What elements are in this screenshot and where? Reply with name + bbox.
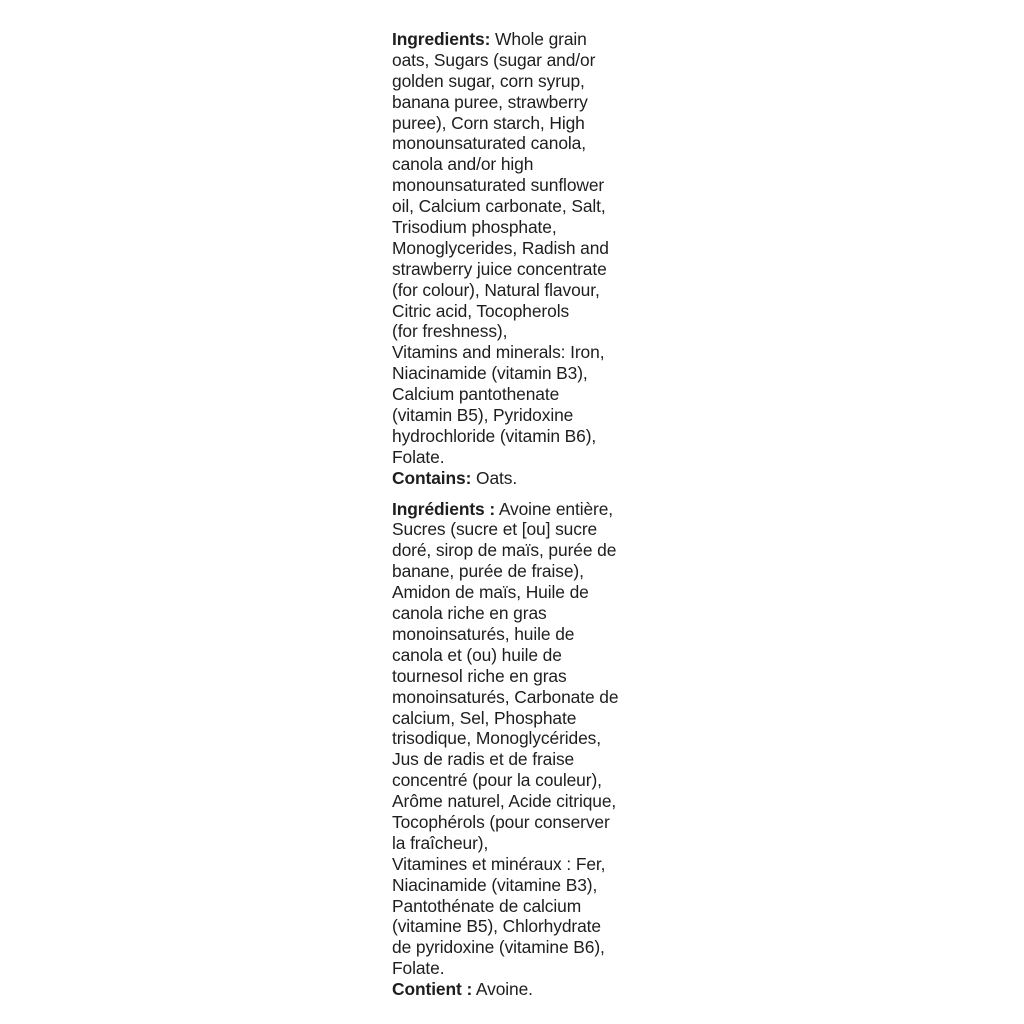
english-ingredients-line: Niacinamide (vitamin B3), — [392, 363, 588, 384]
english-ingredients-line: Whole grain — [490, 29, 587, 49]
french-ingredients-line: monoinsaturés, Carbonate de — [392, 686, 619, 707]
english-ingredients-line: banana puree, strawberry — [392, 91, 588, 112]
english-ingredients-line: Citric acid, Tocopherols — [392, 300, 570, 321]
french-ingredients-first-line — [392, 499, 652, 520]
french-ingredients-line: Arôme naturel, Acide citrique, — [392, 791, 617, 812]
english-ingredients-line: Monoglycerides, Radish and — [392, 237, 609, 258]
french-ingredients-line: calcium, Sel, Phosphate — [392, 707, 577, 728]
french-ingredients-line: Vitamines et minéraux : Fer, — [392, 853, 606, 874]
french-ingredients-line: Folate. — [392, 958, 445, 979]
french-ingredients-line: Niacinamide (vitamine B3), — [392, 874, 598, 895]
french-ingredients-line: Avoine entière, — [495, 498, 614, 519]
french-ingredients-line: trisodique, Monoglycérides, — [392, 728, 601, 749]
french-ingredients-line: tournesol riche en gras — [392, 665, 567, 686]
english-ingredients-line: hydrochloride (vitamin B6), — [392, 425, 597, 446]
english-ingredients-line: canola and/or high — [392, 154, 534, 175]
english-ingredients-line: strawberry juice concentrate — [392, 258, 607, 279]
french-ingredients-line: Pantothénate de calcium — [392, 895, 582, 916]
french-ingredients-line: canola riche en gras — [392, 603, 547, 624]
english-ingredients-line: (vitamin B5), Pyridoxine — [392, 405, 574, 426]
french-contains-text: Avoine. — [472, 979, 533, 1000]
ingredients-label-panel — [392, 29, 652, 1000]
english-ingredients-first-line — [392, 29, 652, 50]
french-ingredients-line: Tocophérols (pour conserver — [392, 811, 610, 832]
french-ingredients-line: la fraîcheur), — [392, 832, 489, 853]
english-contains-line — [392, 468, 652, 489]
english-contains-text: Oats. — [471, 467, 518, 488]
english-contains-heading: Contains: — [392, 467, 472, 488]
french-ingredients-line: banane, purée de fraise), — [392, 561, 584, 582]
english-ingredients-line: Vitamins and minerals: Iron, — [392, 342, 605, 363]
french-ingredients-line: Jus de radis et de fraise — [392, 749, 575, 770]
french-ingredients-line: (vitamine B5), Chlorhydrate — [392, 916, 601, 937]
english-ingredients-line: monounsaturated sunflower — [392, 175, 605, 196]
english-ingredients-line: (for colour), Natural flavour, — [392, 279, 600, 300]
french-contains-line — [392, 979, 652, 1000]
english-ingredients-line: puree), Corn starch, High — [392, 112, 585, 133]
french-ingredients-heading: Ingrédients : — [392, 498, 496, 519]
english-ingredients-line: oil, Calcium carbonate, Salt, — [392, 196, 606, 217]
french-ingredients-line: doré, sirop de maïs, purée de — [392, 540, 617, 561]
english-ingredients-line: Trisodium phosphate, — [392, 217, 557, 238]
english-ingredients-line: oats, Sugars (sugar and/or — [392, 49, 596, 70]
english-ingredients-line: Folate. — [392, 446, 445, 467]
french-ingredients-block — [392, 499, 652, 1000]
french-ingredients-line: Sucres (sucre et [ou] sucre — [392, 519, 598, 540]
french-ingredients-line: concentré (pour la couleur), — [392, 770, 602, 791]
french-ingredients-line: monoinsaturés, huile de — [392, 623, 575, 644]
english-ingredients-block — [392, 29, 652, 489]
english-ingredients-line: golden sugar, corn syrup, — [392, 70, 585, 91]
french-ingredients-line: de pyridoxine (vitamine B6), — [392, 937, 605, 958]
french-contains-heading: Contient : — [392, 979, 473, 1000]
english-ingredients-line: (for freshness), — [392, 321, 508, 342]
english-ingredients-line: monounsaturated canola, — [392, 133, 586, 154]
english-ingredients-line: Calcium pantothenate — [392, 384, 560, 405]
french-ingredients-line: canola et (ou) huile de — [392, 644, 562, 665]
french-ingredients-line: Amidon de maïs, Huile de — [392, 582, 589, 603]
english-ingredients-heading: Ingredients: — [392, 29, 491, 49]
